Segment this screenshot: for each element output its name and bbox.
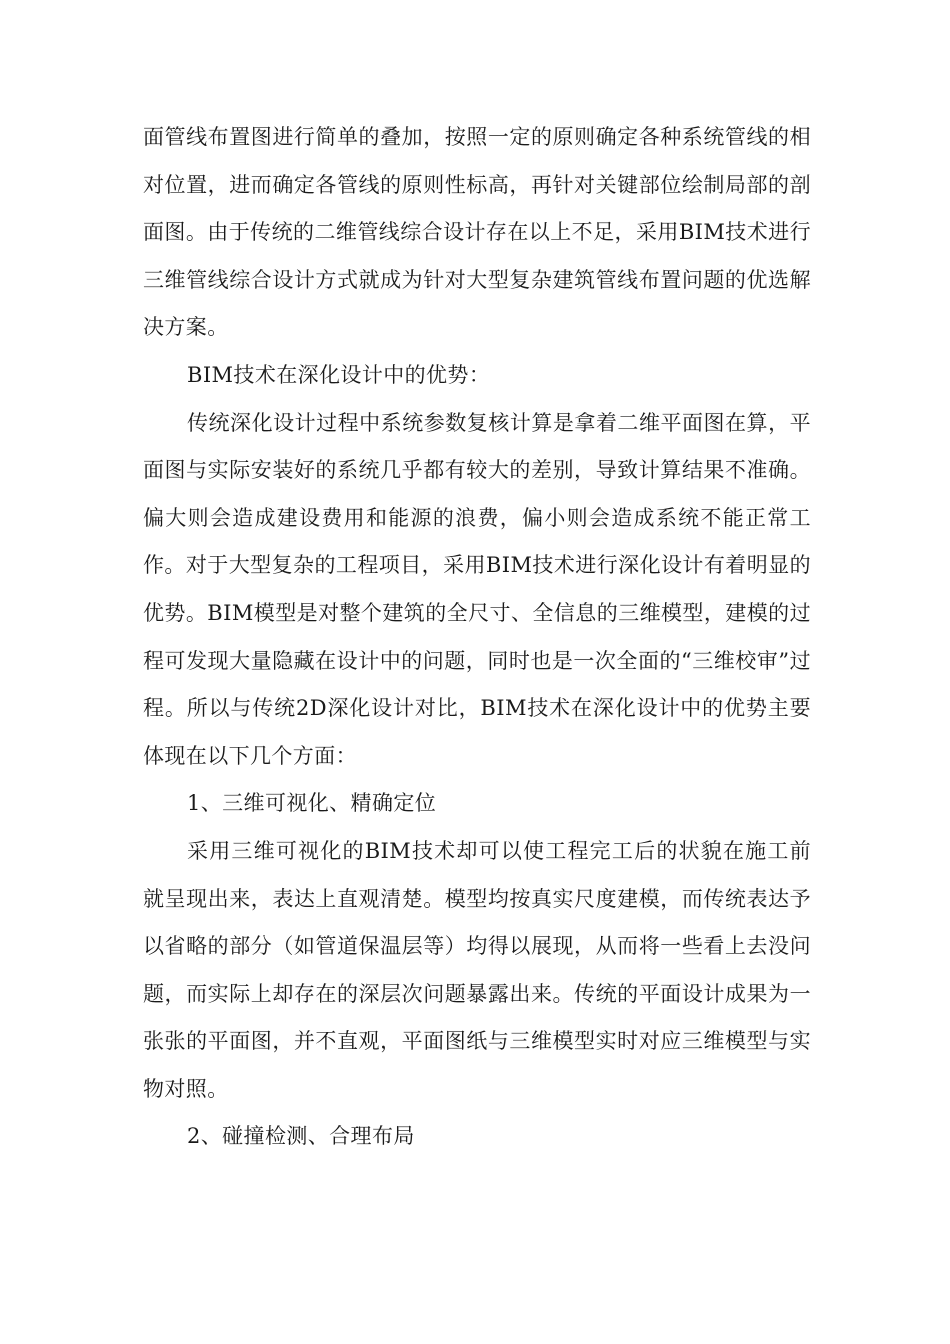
document-body — [143, 114, 811, 1161]
subheading-3d-visualization: 1、三维可视化、精确定位 — [187, 791, 437, 816]
paragraph-traditional-design: 传统深化设计过程中系统参数复核计算是拿着二维平面图在算，平面图与实际安装好的系统几乎都有较大的差别，导致计算结果不准确。偏大则会造成建设费用和能源的浪费，偏小则会造成系统不能正常工作。对于大型复杂的工程项目，采用BIM技术进行深化设计有着明显的优势。BIM模型是对整个建筑的全尺寸、全信息的三维模型，建模的过程可发现大量隐藏在设计中的问题，同时也是一次全面的“三维校审”过程。所以与传统2D深化设计对比，BIM技术在深化设计中的优势主要体现在以下几个方面： — [143, 410, 811, 768]
section-heading-bim-advantages: BIM技术在深化设计中的优势： — [187, 362, 491, 387]
paragraph-3d-visualization: 采用三维可视化的BIM技术却可以使工程完工后的状貌在施工前就呈现出来，表达上直观清楚。模型均按真实尺度建模，而传统表达予以省略的部分（如管道保温层等）均得以展现，从而将一些看上去没问题，而实际上却存在的深层次问题暴露出来。传统的平面设计成果为一张张的平面图，并不直观，平面图纸与三维模型实时对应三维模型与实物对照。 — [143, 838, 811, 1101]
paragraph-continuation: 面管线布置图进行简单的叠加，按照一定的原则确定各种系统管线的相对位置，进而确定各管线的原则性标高，再针对关键部位绘制局部的剖面图。由于传统的二维管线综合设计存在以上不足，采用BIM技术进行三维管线综合设计方式就成为针对大型复杂建筑管线布置问题的优选解决方案。 — [143, 125, 811, 340]
subheading-collision-detection: 2、碰撞检测、合理布局 — [187, 1124, 415, 1149]
